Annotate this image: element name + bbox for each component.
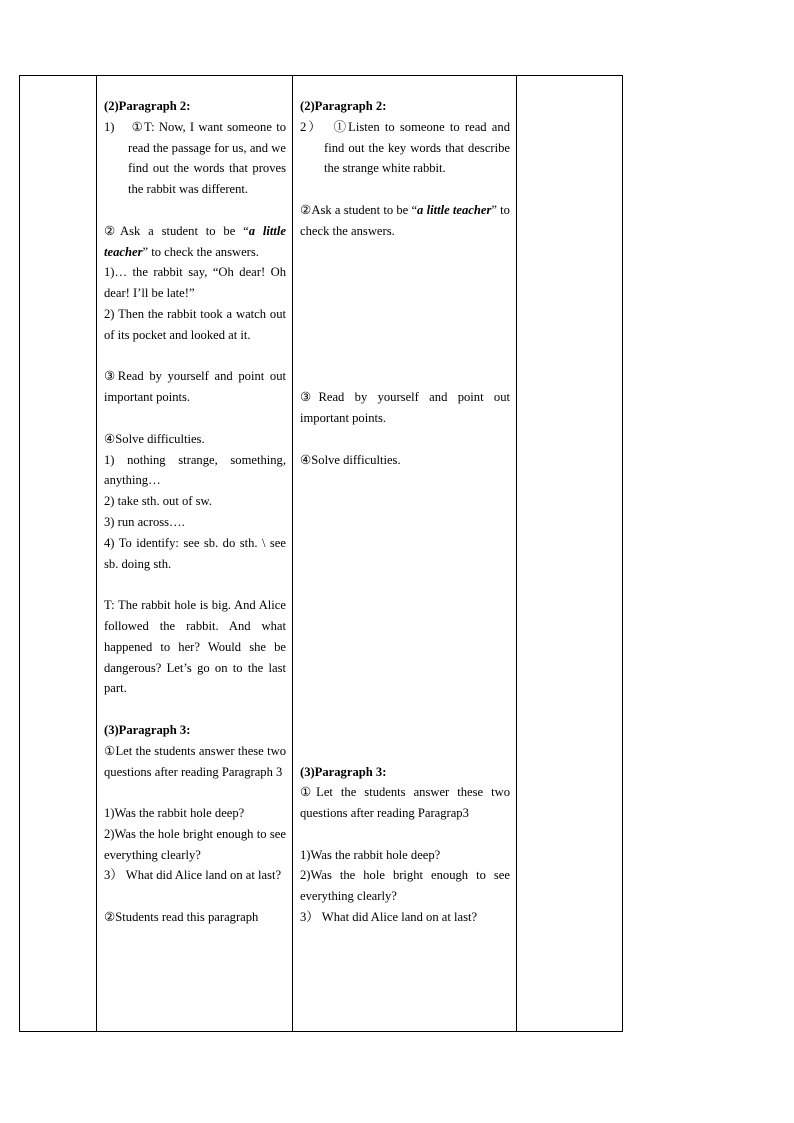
question-1: 1)Was the rabbit hole deep? bbox=[104, 806, 245, 821]
question-2: 2)Was the hole bright enough to see everything clearly? bbox=[300, 868, 510, 904]
paragraph-3-heading: (3)Paragraph 3: bbox=[300, 764, 387, 779]
question-2: 2)Was the hole bright enough to see everything clearly? bbox=[104, 826, 286, 862]
column-divider bbox=[292, 76, 293, 1031]
teacher-activity-cell bbox=[104, 76, 286, 928]
difficulty-4: 4) To identify: see sb. do sth. \ see sb. doing sth. bbox=[104, 535, 286, 571]
difficulty-1: 1) nothing strange, something, anything… bbox=[104, 452, 286, 488]
emphasis-text: a little teacher bbox=[417, 202, 492, 217]
step-text: ①Listen to someone to read and find out the key words that describe the strange white rabbit. bbox=[324, 119, 510, 176]
paragraph-2-heading: (2)Paragraph 2: bbox=[300, 99, 387, 113]
transition-text: T: The rabbit hole is big. And Alice followed the rabbit. And what happened to her? Would she be dangerous? Let’s go on to the last part. bbox=[104, 598, 286, 696]
teacher-step-3: ③Read by yourself and point out important points. bbox=[104, 369, 286, 405]
student-step-4: ④Solve difficulties. bbox=[300, 452, 401, 467]
step-number: 1) bbox=[104, 119, 115, 134]
teacher-p3-step-2: ②Students read this paragraph bbox=[104, 910, 259, 925]
student-step-3: ③Read by yourself and point out important points. bbox=[300, 390, 510, 425]
paragraph-3-heading: (3)Paragraph 3: bbox=[104, 722, 191, 737]
teacher-step-2 bbox=[104, 221, 286, 263]
teacher-step-1 bbox=[104, 117, 286, 200]
question-3: 3） What did Alice land on at last? bbox=[300, 910, 478, 925]
student-p3-step-1: ①Let the students answer these two questions after reading Paragrap3 bbox=[300, 785, 510, 821]
difficulty-3: 3) run across…. bbox=[104, 514, 185, 529]
student-activity-cell bbox=[300, 76, 510, 928]
step-text: ” to check the answers. bbox=[142, 244, 259, 259]
teacher-step-4: ④Solve difficulties. bbox=[104, 431, 205, 446]
step-number: 2） bbox=[300, 119, 324, 134]
answer-1: 1)… the rabbit say, “Oh dear! Oh dear! I’ll be late!” bbox=[104, 265, 286, 301]
step-text: ” to check the answers. bbox=[300, 202, 510, 238]
column-divider bbox=[516, 76, 517, 1031]
teacher-p3-step-1: ①Let the students answer these two questions after reading Paragraph 3 bbox=[104, 743, 286, 779]
emphasis-text: a little teacher bbox=[104, 223, 286, 259]
question-1: 1)Was the rabbit hole deep? bbox=[300, 847, 441, 862]
difficulty-2: 2) take sth. out of sw. bbox=[104, 494, 212, 509]
step-text: ②Ask a student to be “ bbox=[104, 223, 249, 238]
step-text: ①T: Now, I want someone to read the passage for us, and we find out the words that proves the rabbit was different. bbox=[128, 119, 286, 197]
lesson-plan-table bbox=[19, 75, 623, 1032]
column-divider bbox=[96, 76, 97, 1031]
step-text: ②Ask a student to be “ bbox=[300, 202, 418, 217]
student-step-2 bbox=[300, 200, 510, 242]
student-step-1 bbox=[300, 117, 510, 179]
answer-2: 2) Then the rabbit took a watch out of its pocket and looked at it. bbox=[104, 306, 286, 342]
paragraph-2-heading: (2)Paragraph 2: bbox=[104, 99, 191, 113]
question-3: 3） What did Alice land on at last? bbox=[104, 868, 282, 883]
